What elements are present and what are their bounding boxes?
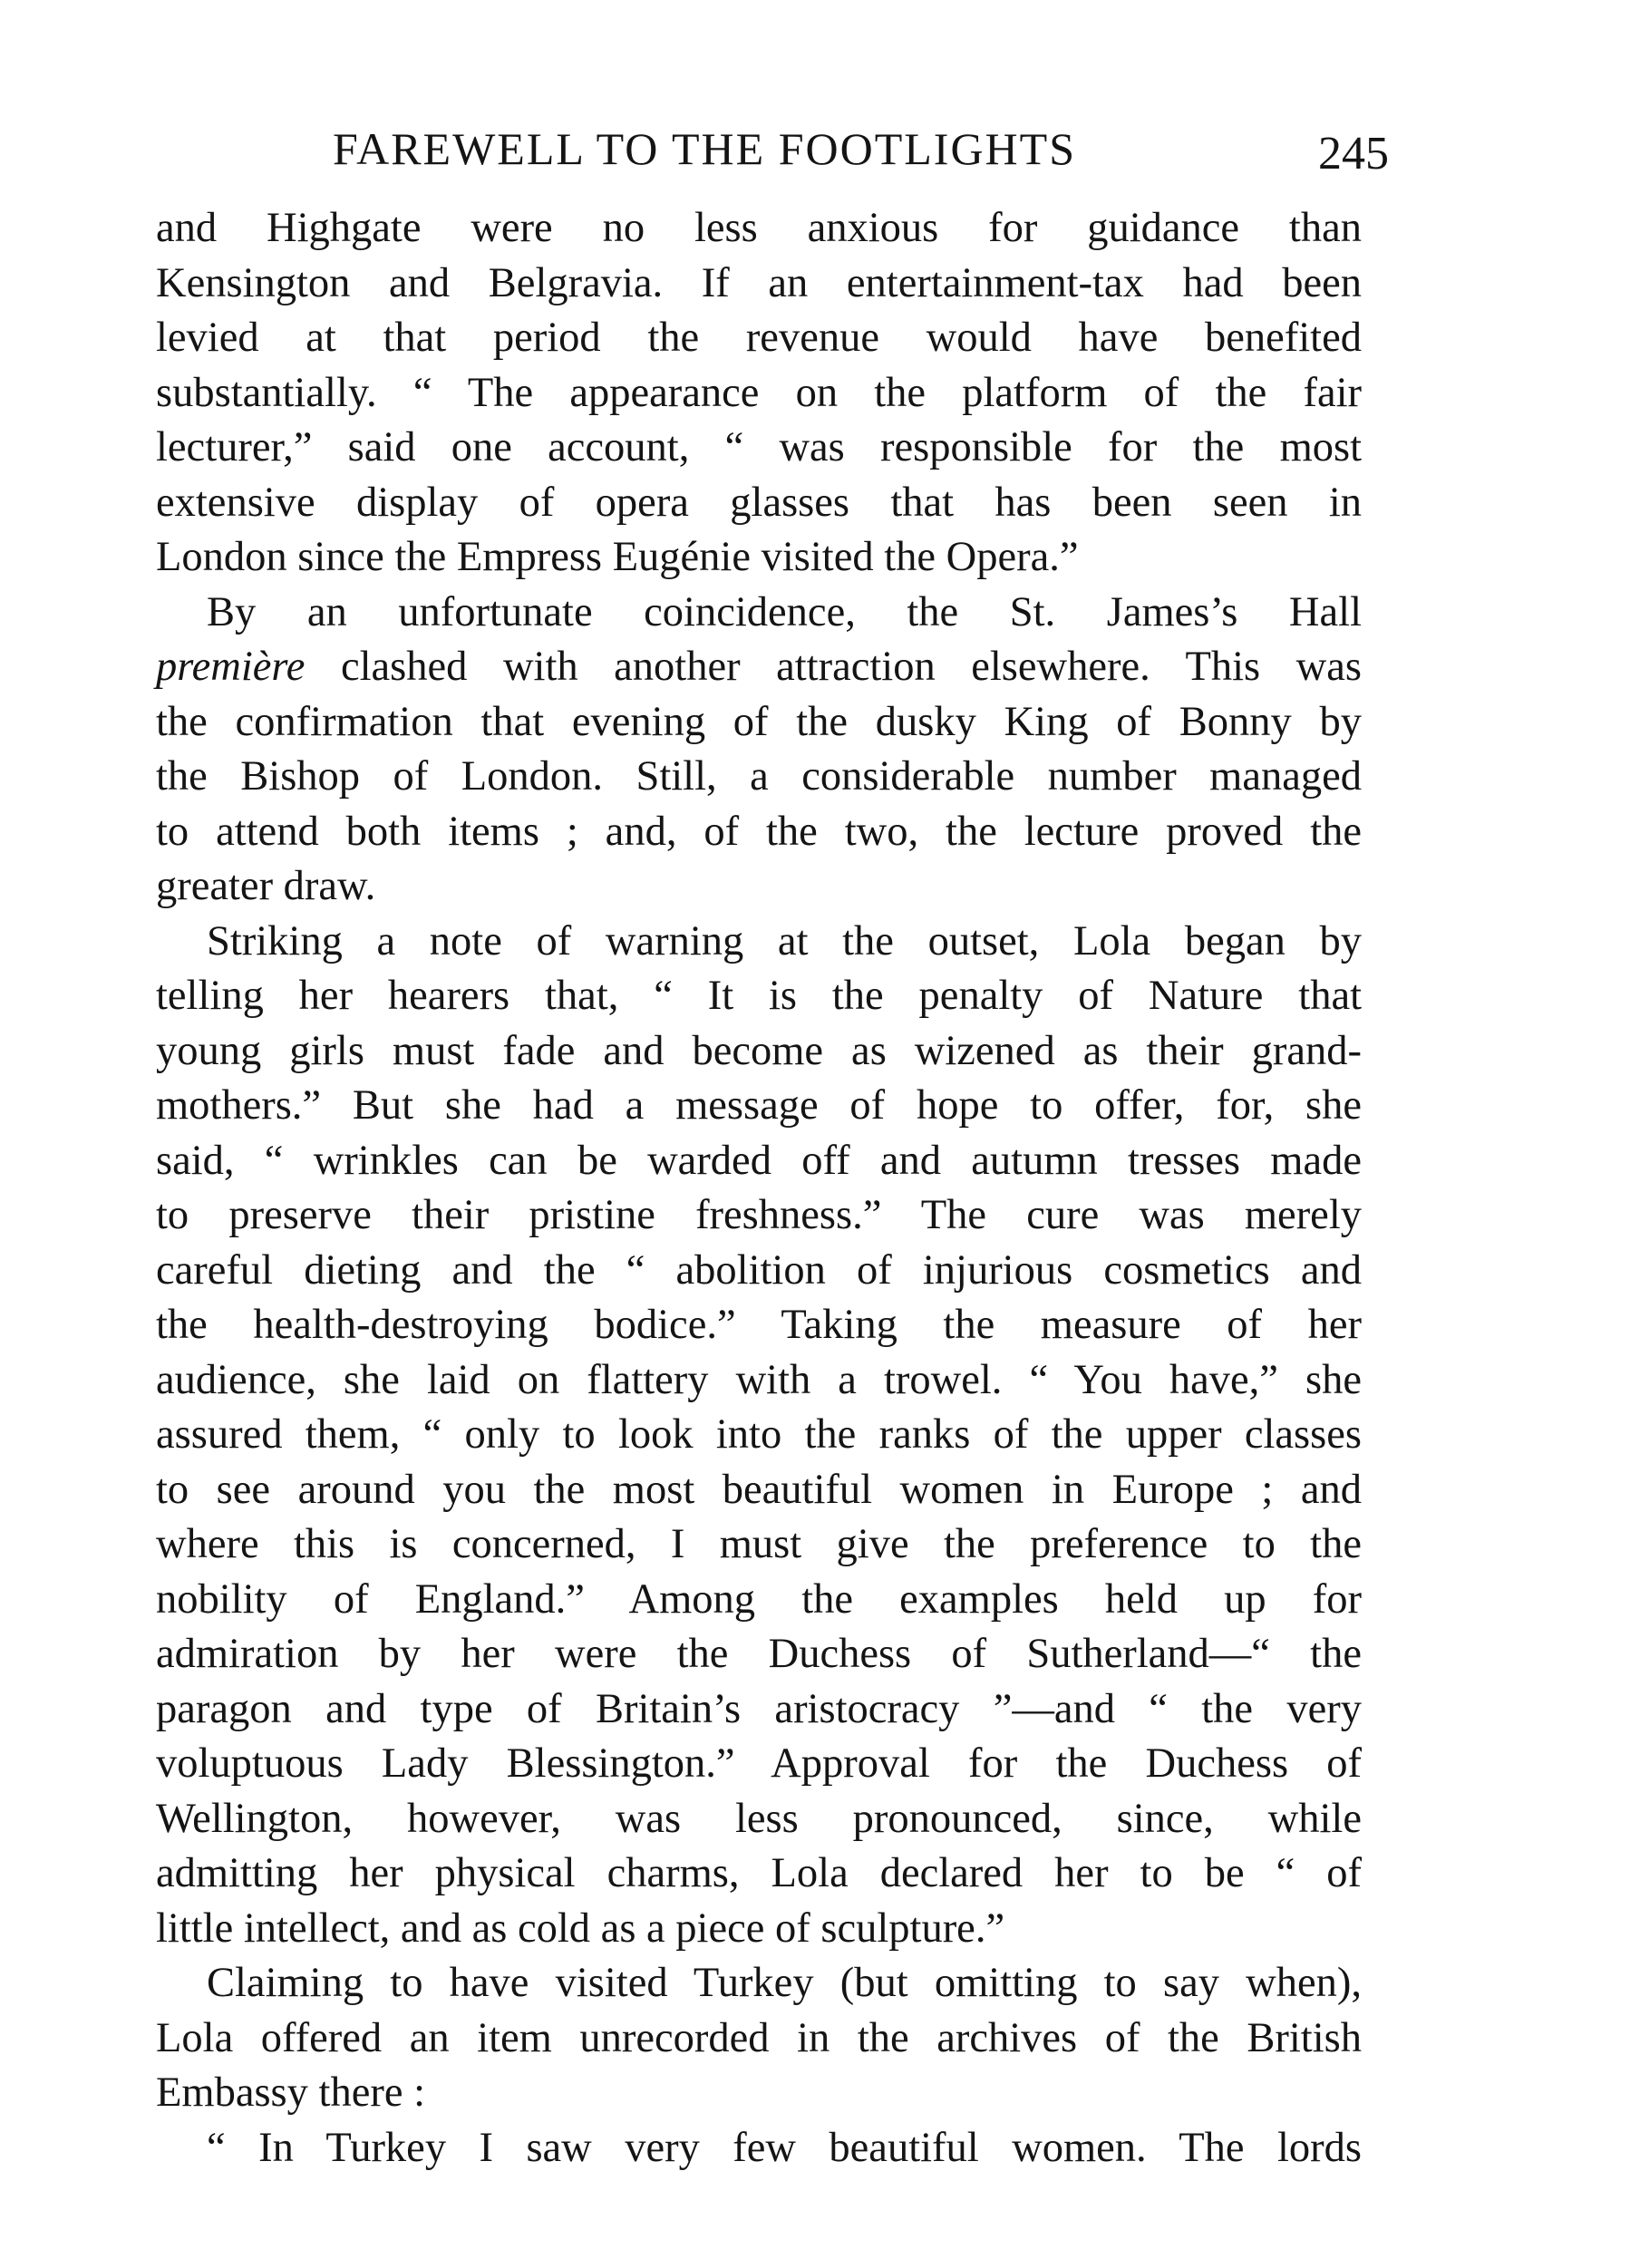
text-line: By an unfortunate coincidence, the St. James’s Hall <box>207 588 1362 635</box>
text-line: London since the Empress Eugénie visited the Opera.” <box>156 534 1079 580</box>
text-line: the health-destroying bodice.” Taking the measure of her <box>156 1302 1362 1348</box>
chapter-title: FAREWELL TO THE FOOTLIGHTS <box>333 123 1077 174</box>
text-line: Claiming to have visited Turkey (but omitting to say when), <box>207 1960 1362 2006</box>
text-line: substantially. “ The appearance on the platform of the fair <box>156 369 1362 416</box>
text-line: greater draw. <box>156 863 376 909</box>
text-line: to attend both items ; and, of the two, the lecture proved the <box>156 808 1362 855</box>
text-line: Striking a note of warning at the outset, Lola began by <box>207 917 1362 964</box>
body-text <box>156 201 1362 2176</box>
italic-word: première <box>156 644 306 690</box>
text-line: nobility of England.” Among the examples held up for <box>156 1575 1362 1623</box>
text-line: admiration by her were the Duchess of Sutherland—“ the <box>156 1631 1362 1677</box>
text-line: little intellect, and as cold as a piece of sculpture.” <box>156 1905 1005 1952</box>
text-line: careful dieting and the “ abolition of injurious cosmetics and <box>156 1246 1362 1294</box>
text-line: where this is concerned, I must give the preference to the <box>156 1521 1362 1567</box>
text-line: lecturer,” said one account, “ was responsible for the most <box>156 424 1362 470</box>
text-line: assured them, “ only to look into the ranks of the upper classes <box>156 1411 1362 1458</box>
text-line: the Bishop of London. Still, a considerable number managed <box>156 753 1362 800</box>
text-line: and Highgate were no less anxious for guidance than <box>156 205 1362 251</box>
text-line: paragon and type of Britain’s aristocracy ”—and “ the very <box>156 1685 1362 1732</box>
text-line: Kensington and Belgravia. If an entertainment-tax had been <box>156 259 1362 306</box>
running-head <box>156 116 1389 181</box>
text-line: extensive display of opera glasses that has been seen in <box>156 479 1362 526</box>
text-line: said, “ wrinkles can be warded off and autumn tresses made <box>156 1137 1362 1184</box>
text-line: telling her hearers that, “ It is the penalty of Nature that <box>156 973 1362 1019</box>
page-number: 245 <box>1318 128 1389 179</box>
text-line: the confirmation that evening of the dusky King of Bonny by <box>156 698 1362 745</box>
text-line-with-italic <box>156 640 1362 695</box>
text-line: voluptuous Lady Blessington.” Approval for the Duchess of <box>156 1740 1362 1787</box>
text-line: to preserve their pristine freshness.” The cure was merely <box>156 1192 1362 1238</box>
text-line: audience, she laid on flattery with a trowel. “ You have,” she <box>156 1356 1362 1403</box>
text-line: “ In Turkey I saw very few beautiful women. The lords <box>207 2124 1362 2171</box>
text-line: mothers.” But she had a message of hope to offer, for, she <box>156 1082 1362 1129</box>
text-line: Wellington, however, was less pronounced, since, while <box>156 1795 1362 1842</box>
text-line: levied at that period the revenue would have benefited <box>156 315 1362 361</box>
text-fragment: clashed with another attraction elsewhere. This was <box>340 644 1362 690</box>
text-line: to see around you the most beautiful women in Europe ; and <box>156 1466 1362 1513</box>
text-line: Lola offered an item unrecorded in the archives of the British <box>156 2014 1362 2061</box>
text-line: admitting her physical charms, Lola declared her to be “ of <box>156 1850 1362 1896</box>
text-line: Embassy there : <box>156 2069 426 2116</box>
text-line: young girls must fade and become as wizened as their grand- <box>156 1027 1362 1074</box>
